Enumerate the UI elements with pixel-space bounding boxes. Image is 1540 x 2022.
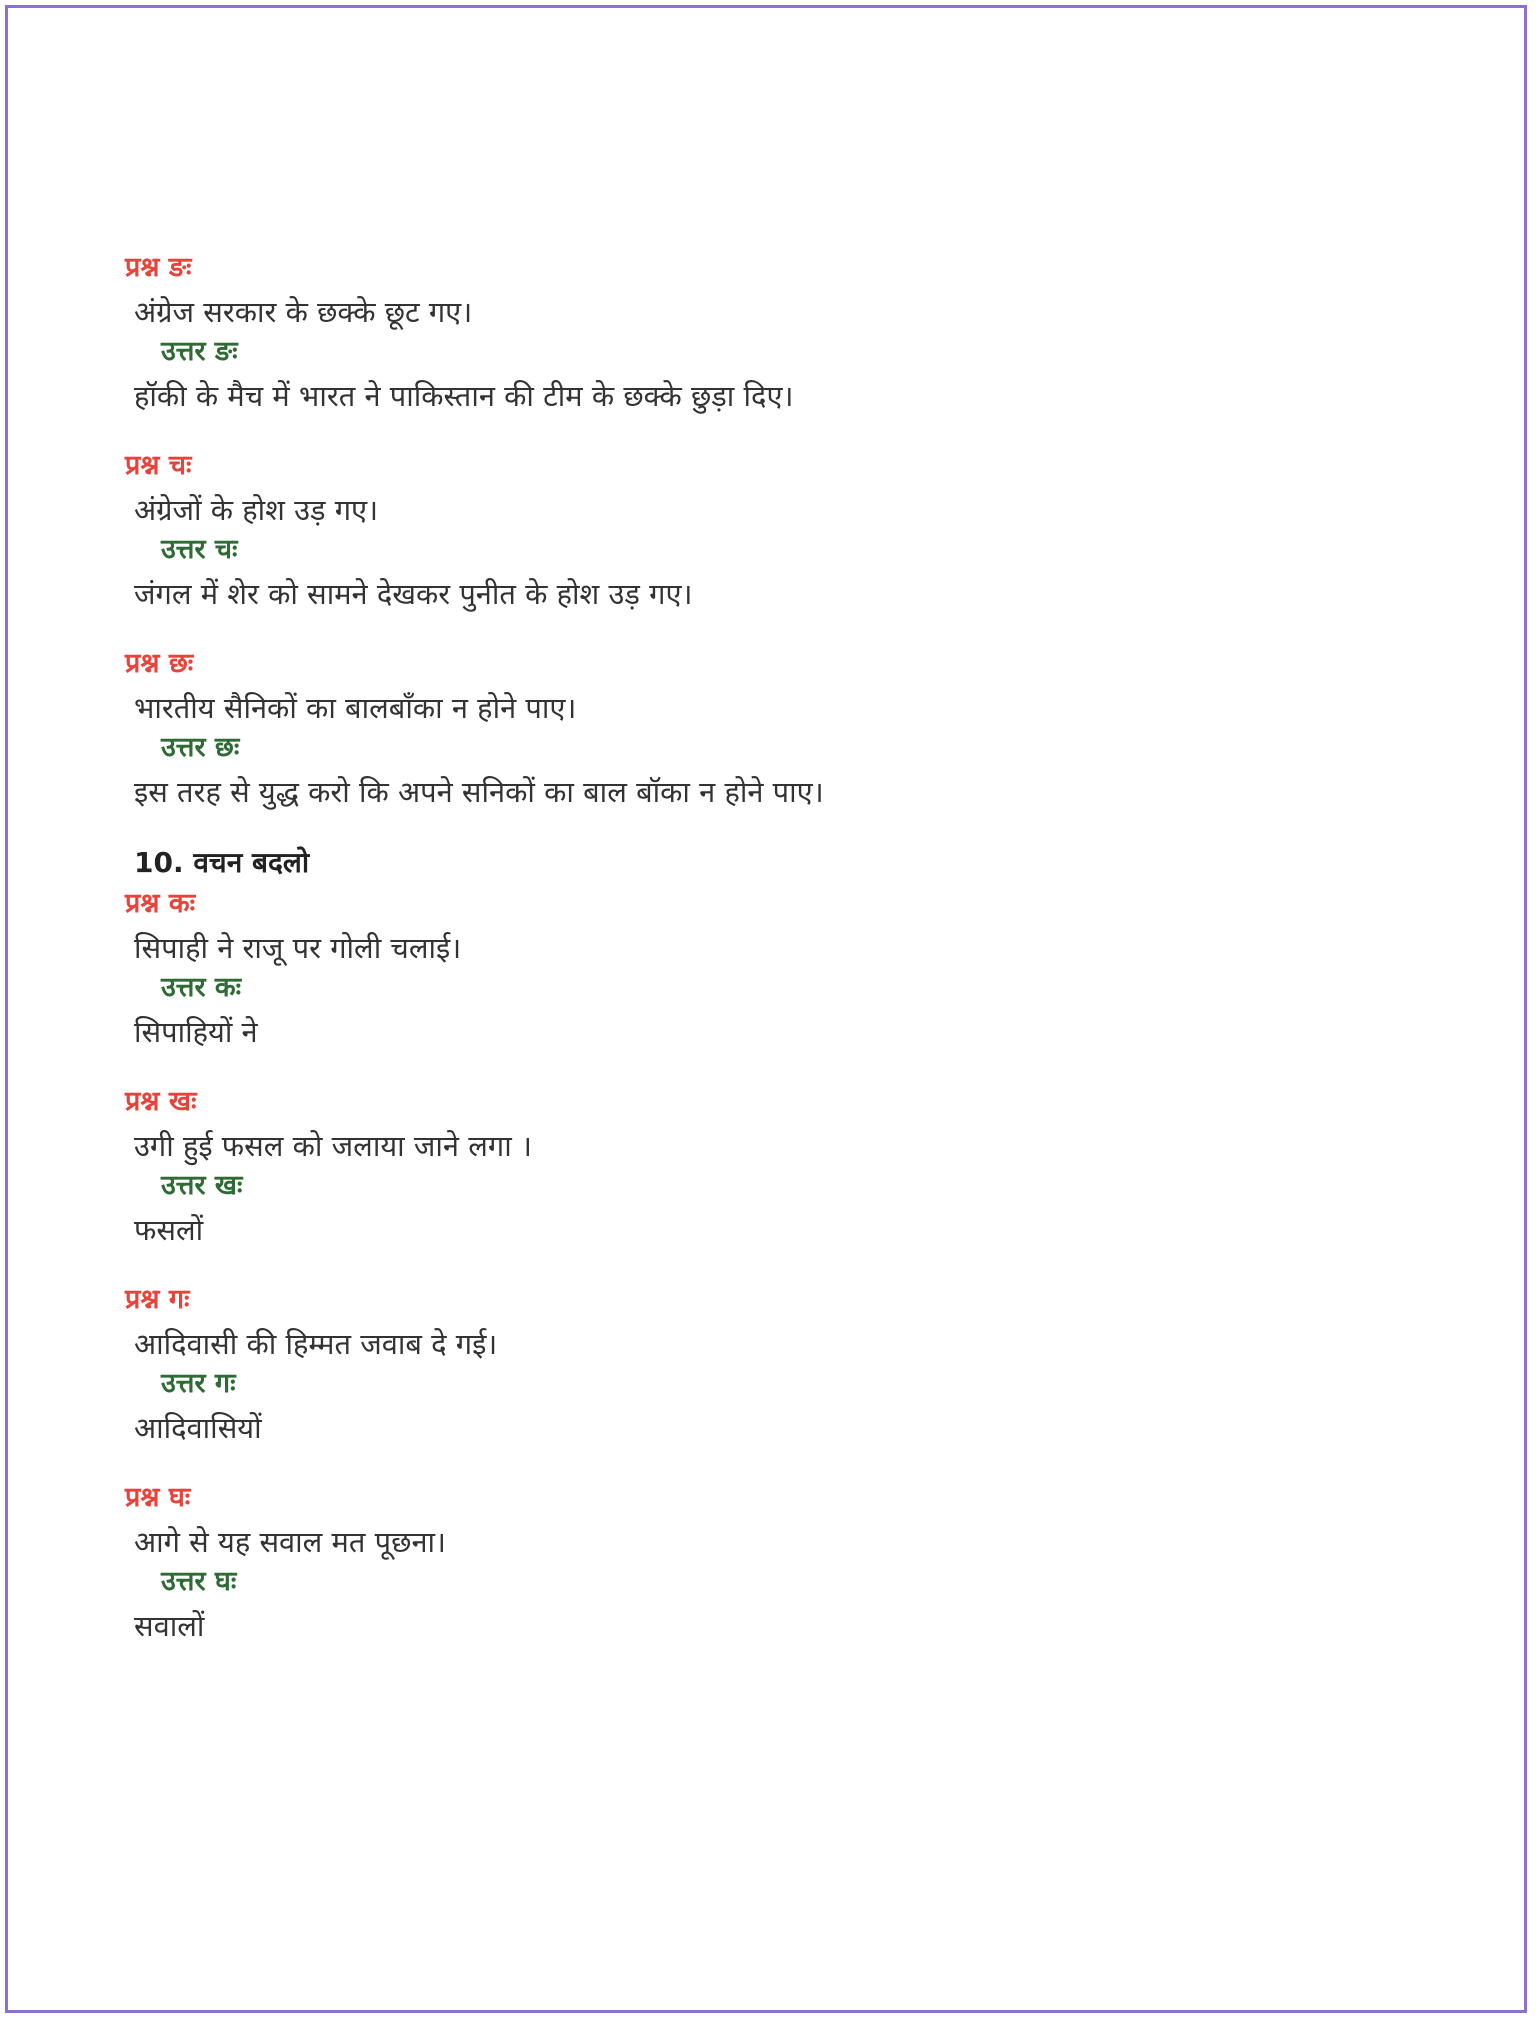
question-text: आगे से यह सवाल मत पूछना। — [134, 1525, 447, 1559]
answer-text: हॉकी के मैच में भारत ने पाकिस्तान की टीम के छक्के छुड़ा दिए। — [134, 379, 794, 413]
answer-label: उत्तर छः — [161, 732, 240, 763]
answer-label: उत्तर घः — [161, 1566, 237, 1597]
qa-block-ga — [125, 1282, 1425, 1450]
question-text: भारतीय सैनिकों का बालबाँका न होने पाए। — [134, 691, 577, 725]
question-label: प्रश्न चः — [125, 450, 192, 481]
question-label: प्रश्न घः — [125, 1482, 191, 1513]
qa-block-cha — [125, 448, 1425, 616]
answer-text: इस तरह से युद्ध करो कि अपने सनिकों का बाल बॉका न होने पाए। — [134, 775, 824, 809]
qa-block-kha — [125, 1084, 1425, 1252]
question-text: उगी हुई फसल को जलाया जाने लगा । — [134, 1129, 532, 1163]
answer-label: उत्तर कः — [161, 972, 242, 1003]
answer-text: सवालों — [134, 1609, 205, 1643]
qa-block-chha — [125, 646, 1425, 814]
answer-label: उत्तर चः — [161, 534, 238, 565]
section-10-block-ka — [125, 844, 1425, 1054]
question-label: प्रश्न छः — [125, 648, 194, 679]
question-text: सिपाही ने राजू पर गोली चलाई। — [134, 931, 462, 965]
answer-text: फसलों — [134, 1213, 204, 1247]
answer-text: सिपाहियों ने — [134, 1015, 258, 1049]
question-text: अंग्रेजों के होश उड़ गए। — [134, 493, 379, 527]
qa-block-gha — [125, 1480, 1425, 1648]
question-label: प्रश्न ङः — [125, 252, 192, 283]
question-text: आदिवासी की हिम्मत जवाब दे गई। — [134, 1327, 498, 1361]
question-label: प्रश्न कः — [125, 888, 196, 919]
answer-label: उत्तर खः — [161, 1170, 243, 1201]
answer-text: जंगल में शेर को सामने देखकर पुनीत के होश उड़ गए। — [134, 577, 693, 611]
question-text: अंग्रेज सरकार के छक्के छूट गए। — [134, 295, 473, 329]
answer-label: उत्तर गः — [161, 1368, 236, 1399]
worksheet-content — [125, 250, 1425, 1678]
section-heading: 10. वचन बदलो — [134, 846, 310, 879]
question-label: प्रश्न खः — [125, 1086, 197, 1117]
qa-block-nga — [125, 250, 1425, 418]
answer-label: उत्तर ङः — [161, 336, 238, 367]
answer-text: आदिवासियों — [134, 1411, 262, 1445]
question-label: प्रश्न गः — [125, 1284, 190, 1315]
